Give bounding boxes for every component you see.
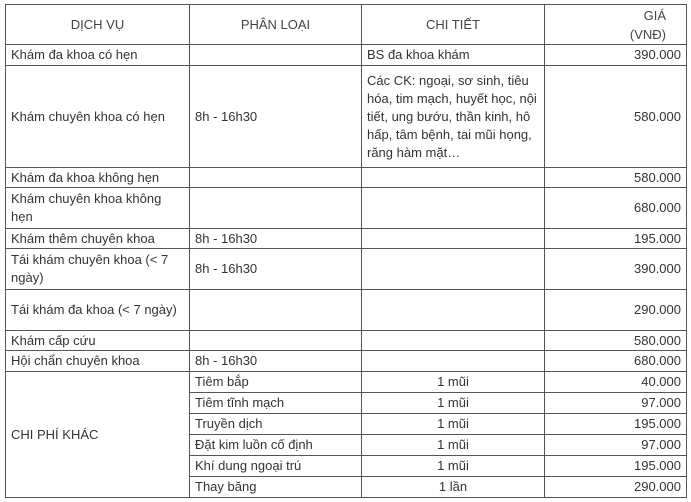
table-row [6, 168, 687, 188]
table-row [6, 188, 687, 229]
service-cell: Khám đa khoa không hẹn [6, 168, 190, 188]
price-table [5, 4, 687, 498]
detail-cell [362, 229, 545, 249]
header-price-unit: (VNĐ) [629, 26, 666, 42]
table-row [6, 351, 687, 372]
price-cell: 680.000 [545, 351, 687, 372]
price-cell: 97.000 [545, 393, 687, 414]
category-cell: Tiêm tĩnh mạch [190, 393, 362, 414]
table-row [6, 249, 687, 290]
price-cell: 680.000 [545, 188, 687, 229]
service-cell: Khám thêm chuyên khoa [6, 229, 190, 249]
table-row [6, 331, 687, 351]
detail-cell [362, 351, 545, 372]
detail-cell: 1 mũi [362, 456, 545, 477]
other-costs-label: CHI PHÍ KHÁC [6, 372, 190, 498]
service-cell: Khám chuyên khoa có hẹn [6, 66, 190, 168]
category-cell: 8h - 16h30 [190, 351, 362, 372]
detail-cell: 1 mũi [362, 372, 545, 393]
detail-cell: 1 mũi [362, 414, 545, 435]
detail-cell [362, 188, 545, 229]
detail-cell: Các CK: ngoại, sơ sinh, tiêu hóa, tim mạch, huyết học, nội tiết, ung bướu, thần kinh, hô hấp, tâm bệnh, tai mũi họng, răng hàm mặt… [362, 66, 545, 168]
header-price-label: GIÁ [643, 7, 666, 23]
category-cell [190, 290, 362, 331]
table-row [6, 45, 687, 66]
detail-cell: BS đa khoa khám [362, 45, 545, 66]
price-cell: 290.000 [545, 477, 687, 498]
category-cell: Khí dung ngoại trú [190, 456, 362, 477]
service-cell: Khám chuyên khoa không hẹn [6, 188, 190, 229]
price-cell: 390.000 [545, 249, 687, 290]
price-cell: 290.000 [545, 290, 687, 331]
category-cell [190, 331, 362, 351]
price-cell: 580.000 [545, 331, 687, 351]
category-cell [190, 168, 362, 188]
price-cell: 580.000 [545, 168, 687, 188]
table-row [6, 372, 687, 393]
detail-cell [362, 168, 545, 188]
service-cell: Tái khám đa khoa (< 7 ngày) [6, 290, 190, 331]
detail-cell [362, 331, 545, 351]
detail-cell: 1 lần [362, 477, 545, 498]
category-cell: 8h - 16h30 [190, 229, 362, 249]
service-cell: Tái khám chuyên khoa (< 7 ngày) [6, 249, 190, 290]
header-detail: CHI TIẾT [362, 5, 545, 45]
price-cell: 40.000 [545, 372, 687, 393]
header-price [545, 5, 687, 45]
category-cell: Tiêm bắp [190, 372, 362, 393]
category-cell: 8h - 16h30 [190, 249, 362, 290]
service-cell: Khám đa khoa có hẹn [6, 45, 190, 66]
price-cell: 195.000 [545, 414, 687, 435]
service-cell: Hội chẩn chuyên khoa [6, 351, 190, 372]
table-row [6, 229, 687, 249]
price-cell: 195.000 [545, 456, 687, 477]
category-cell: Đặt kim luồn cố định [190, 435, 362, 456]
table-header-row [6, 5, 687, 45]
table-row [6, 290, 687, 331]
service-cell: Khám cấp cứu [6, 331, 190, 351]
price-cell: 97.000 [545, 435, 687, 456]
table-row [6, 66, 687, 168]
category-cell [190, 188, 362, 229]
detail-cell: 1 mũi [362, 435, 545, 456]
detail-cell [362, 290, 545, 331]
header-service: DỊCH VỤ [6, 5, 190, 45]
detail-cell [362, 249, 545, 290]
price-cell: 580.000 [545, 66, 687, 168]
price-cell: 195.000 [545, 229, 687, 249]
price-cell: 390.000 [545, 45, 687, 66]
category-cell: 8h - 16h30 [190, 66, 362, 168]
header-category: PHÂN LOẠI [190, 5, 362, 45]
category-cell [190, 45, 362, 66]
detail-cell: 1 mũi [362, 393, 545, 414]
category-cell: Truyền dịch [190, 414, 362, 435]
category-cell: Thay băng [190, 477, 362, 498]
